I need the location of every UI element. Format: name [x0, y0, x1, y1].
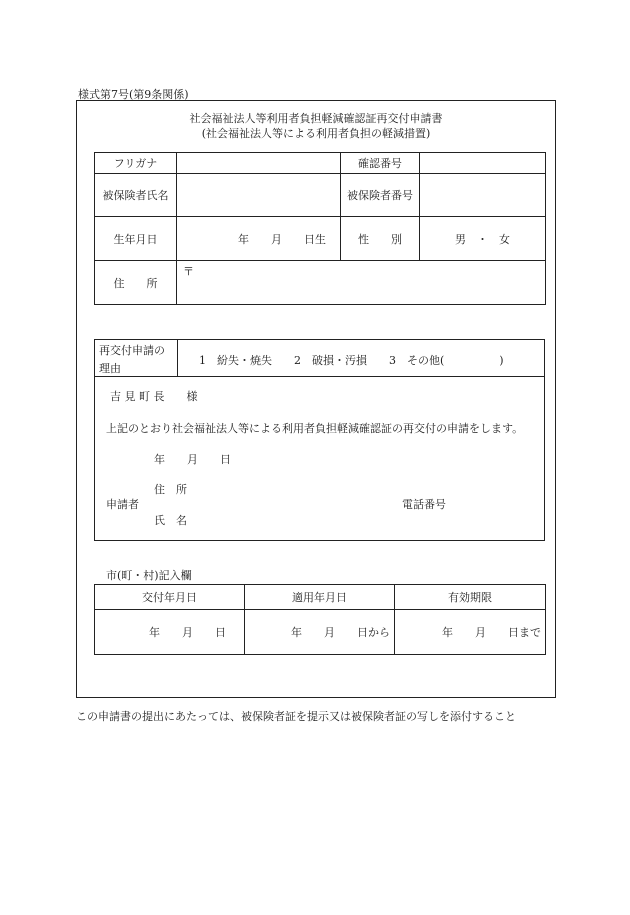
form-subtitle: (社会福祉法人等による利用者負担の軽減措置) [201, 127, 431, 140]
address-field[interactable] [177, 261, 546, 305]
applicant-name-label: 氏 名 [154, 514, 187, 527]
birthdate-label: 生年月日 [95, 217, 177, 261]
expiry-field[interactable]: 年 月 日まで [395, 610, 546, 655]
submission-note: この申請書の提出にあたっては、被保険者証を提示又は被保険者証の写しを添付すること [76, 710, 516, 723]
postal-mark: 〒 [183, 265, 194, 278]
sex-label: 性 別 [341, 217, 420, 261]
insured-name-label: 被保険者氏名 [95, 174, 177, 217]
reason-label-line2: 理由 [99, 362, 121, 375]
reason-options[interactable]: 1 紛失・焼失 2 破損・汚損 3 その他( ) [199, 354, 504, 367]
expiry-header: 有効期限 [395, 585, 546, 610]
insured-number-label: 被保険者番号 [341, 174, 420, 217]
apply-date-field[interactable]: 年 月 日から [245, 610, 395, 655]
address-label: 住 所 [95, 261, 177, 305]
furigana-field[interactable] [177, 153, 341, 174]
insured-number-field[interactable] [420, 174, 546, 217]
issue-date-header: 交付年月日 [95, 585, 245, 610]
application-box [94, 339, 545, 541]
form-title: 社会福祉法人等利用者負担軽減確認証再交付申請書 [189, 112, 443, 125]
applicant-table [94, 152, 546, 305]
applicant-label: 申請者 [106, 498, 139, 511]
confirm-number-label: 確認番号 [341, 153, 420, 174]
issue-date-field[interactable]: 年 月 日 [95, 610, 245, 655]
apply-date-header: 適用年月日 [245, 585, 395, 610]
request-statement: 上記のとおり社会福祉法人等による利用者負担軽減確認証の再交付の申請をします。 [106, 422, 524, 435]
city-section-label: 市(町・村)記入欄 [106, 569, 192, 582]
city-table [94, 584, 546, 655]
furigana-label: フリガナ [95, 153, 177, 174]
sex-field[interactable]: 男 ・ 女 [420, 217, 546, 261]
reason-label [99, 342, 165, 378]
confirm-number-field[interactable] [420, 153, 546, 174]
application-date[interactable]: 年 月 日 [154, 453, 231, 466]
reason-label-line1: 再交付申請の [99, 344, 165, 357]
birthdate-field[interactable]: 年 月 日生 [177, 217, 341, 261]
form-number: 様式第7号(第9条関係) [78, 88, 189, 101]
insured-name-field[interactable] [177, 174, 341, 217]
reason-divider-vertical [177, 340, 178, 376]
addressee: 吉 見 町 長 様 [110, 390, 198, 403]
applicant-address-label: 住 所 [154, 483, 187, 496]
phone-label: 電話番号 [402, 498, 446, 511]
